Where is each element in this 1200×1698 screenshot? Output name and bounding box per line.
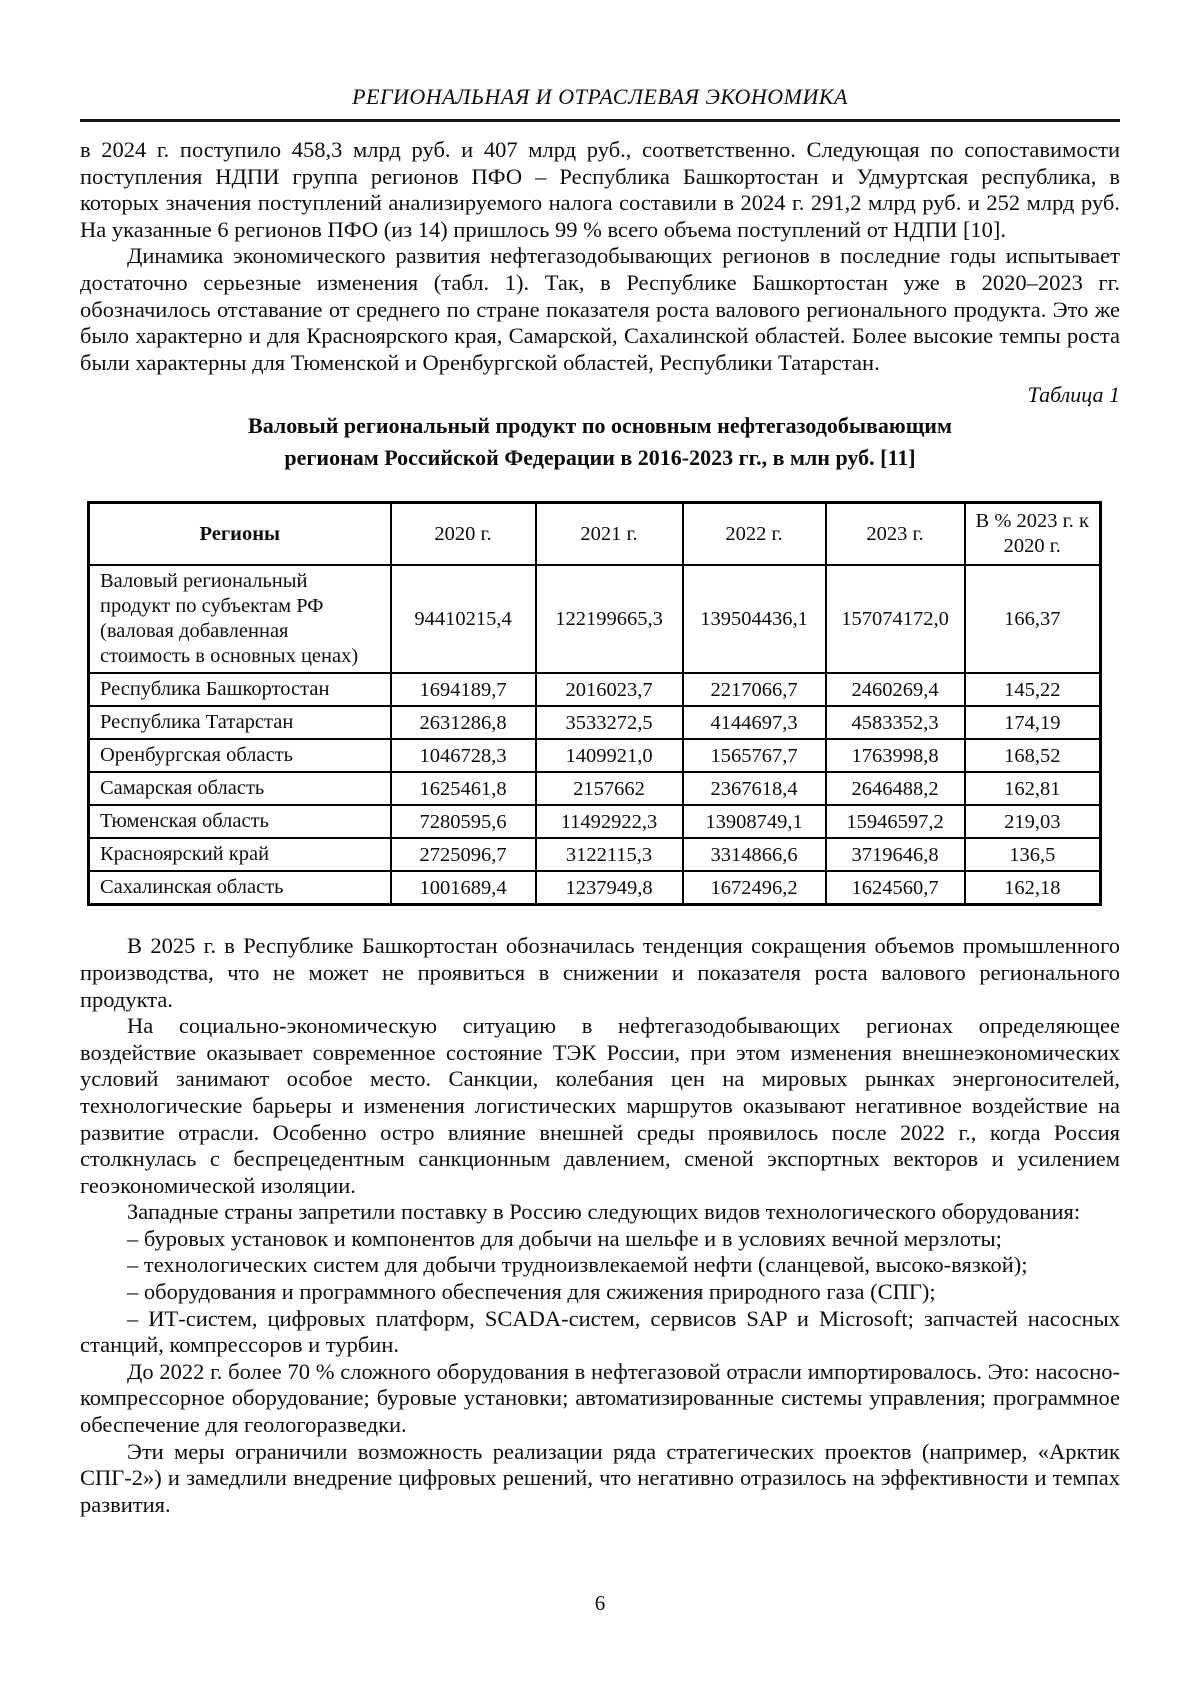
list-item-drilling-rigs: – буровых установок и компонентов для добычи на шельфе и в условиях вечной мерзлоты; [127, 1225, 1002, 1251]
table-header-cell: 2020 г. [391, 503, 536, 566]
grp-table [87, 501, 1102, 906]
list-item-hard-to-recover-oil: – технологических систем для добычи трудноизвлекаемой нефти (сланцевой, высоко-вязкой); [127, 1252, 1028, 1278]
table-header-row [89, 503, 1101, 566]
table-cell-value: 4583352,3 [826, 706, 965, 739]
table-title-line-2: регионам Российской Федерации в 2016-2023 гг., в млн руб. [11] [284, 445, 916, 471]
table-row [89, 772, 1101, 805]
paragraph-2025-trend: В 2025 г. в Республике Башкортостан обозначилась тенденция сокращения объемов промышленного производства, что не может не проявиться в снижении и показателя роста валового регионального продукта. [80, 933, 1120, 1012]
table-row [89, 805, 1101, 838]
table-cell-region: Самарская область [89, 772, 391, 805]
table-cell-value: 136,5 [965, 838, 1101, 871]
table-cell-value: 4144697,3 [683, 706, 826, 739]
table-cell-value: 162,18 [965, 871, 1101, 905]
table-row [89, 565, 1101, 673]
paragraph-import-share: До 2022 г. более 70 % сложного оборудования в нефтегазовой отрасли импортировалось. Это: насосно-компрессорное оборудование; буровые установки; автоматизированные системы управления; программное обеспечение для геологоразведки. [80, 1358, 1120, 1438]
table-header-cell: Регионы [89, 503, 391, 566]
table-cell-value: 7280595,6 [391, 805, 536, 838]
table-cell-value: 157074172,0 [826, 565, 965, 673]
paragraph-grp-dynamics: Динамика экономического развития нефтегазодобывающих регионов в последние годы испытывает достаточно серьезные изменения (табл. 1). Так, в Республике Башкортостан уже в 2020–2023 гг. обозначилось отставание от среднего по стране показателя роста валового регионального продукта. Это же было характерно и для Красноярского края, Самарской, Сахалинской областей. Более высокие темпы роста были характерны для Тюменской и Оренбургской областей, Республики Татарстан. [80, 243, 1120, 375]
table-cell-value: 1694189,7 [391, 673, 536, 706]
table-cell-value: 219,03 [965, 805, 1101, 838]
table-cell-value: 94410215,4 [391, 565, 536, 673]
paragraph-ndpi-revenues: в 2024 г. поступило 458,3 млрд руб. и 407 млрд руб., соответственно. Следующая по сопоставимости поступления НДПИ группа регионов ПФО – Республика Башкортостан и Удмуртская республика, в которых значения поступлений анализируемого налога составили в 2024 г. 291,2 млрд руб. и 252 млрд руб. На указанные 6 регионов ПФО (из 14) пришлось 99 % всего объема поступлений от НДПИ [10]. [80, 137, 1120, 242]
table-cell-value: 3122115,3 [536, 838, 683, 871]
table-cell-value: 145,22 [965, 673, 1101, 706]
table-row [89, 871, 1101, 905]
table-cell-value: 3719646,8 [826, 838, 965, 871]
table-cell-value: 1237949,8 [536, 871, 683, 905]
table-cell-value: 1046728,3 [391, 739, 536, 772]
page-number: 6 [594, 1591, 606, 1615]
table-caption: Таблица 1 [1027, 382, 1120, 408]
table-cell-value: 2157662 [536, 772, 683, 805]
table-row [89, 673, 1101, 706]
table-cell-region: Тюменская область [89, 805, 391, 838]
table-header-cell: 2023 г. [826, 503, 965, 566]
list-item-it-systems: – ИТ-систем, цифровых платформ, SCADA-систем, сервисов SAP и Microsoft; запчастей насосных станций, компрессоров и турбин. [80, 1305, 1120, 1358]
table-cell-value: 1763998,8 [826, 739, 965, 772]
table-cell-value: 139504436,1 [683, 565, 826, 673]
table-cell-value: 166,37 [965, 565, 1101, 673]
header-rule [80, 119, 1120, 122]
table-cell-value: 2725096,7 [391, 838, 536, 871]
table-cell-value: 1625461,8 [391, 772, 536, 805]
table-row [89, 739, 1101, 772]
table-cell-value: 15946597,2 [826, 805, 965, 838]
table-header-cell: 2021 г. [536, 503, 683, 566]
table-cell-region: Сахалинская область [89, 871, 391, 905]
paragraph-tek-situation: На социально-экономическую ситуацию в нефтегазодобывающих регионах определяющее воздействие оказывает современное состояние ТЭК России, при этом изменения внешнеэкономических условий занимают особое место. Санкции, колебания цен на мировых рынках энергоносителей, технологические барьеры и изменения логистических маршрутов оказывают негативное воздействие на развитие отрасли. Особенно остро влияние внешней среды проявилось после 2022 г., когда Россия столкнулась с беспрецедентным санкционным давлением, сменой экспортных векторов и усилением геоэкономической изоляции. [80, 1013, 1120, 1198]
table-cell-value: 1565767,7 [683, 739, 826, 772]
table-cell-value: 2646488,2 [826, 772, 965, 805]
table-cell-value: 162,81 [965, 772, 1101, 805]
table-cell-region: Республика Башкортостан [89, 673, 391, 706]
paragraph-western-ban-intro: Западные страны запретили поставку в Россию следующих видов технологического оборудования: [127, 1199, 1081, 1225]
table-row [89, 838, 1101, 871]
table-cell-region: Оренбургская область [89, 739, 391, 772]
table-cell-value: 168,52 [965, 739, 1101, 772]
table-cell-value: 11492922,3 [536, 805, 683, 838]
running-header: РЕГИОНАЛЬНАЯ И ОТРАСЛЕВАЯ ЭКОНОМИКА [352, 84, 848, 109]
table-cell-value: 2016023,7 [536, 673, 683, 706]
table-cell-value: 174,19 [965, 706, 1101, 739]
table-header-cell: 2022 г. [683, 503, 826, 566]
table-cell-value: 13908749,1 [683, 805, 826, 838]
table-cell-region: Валовый региональный продукт по субъектам РФ (валовая добавленная стоимость в основных ценах) [89, 565, 391, 673]
table-row [89, 706, 1101, 739]
table-cell-value: 1672496,2 [683, 871, 826, 905]
table-cell-value: 122199665,3 [536, 565, 683, 673]
paragraph-strategic-projects: Эти меры ограничили возможность реализации ряда стратегических проектов (например, «Арктик СПГ-2») и замедлили внедрение цифровых решений, что негативно отразилось на эффективности и темпах развития. [80, 1438, 1120, 1517]
table-cell-value: 1624560,7 [826, 871, 965, 905]
table-header-cell: В % 2023 г. к 2020 г. [965, 503, 1101, 566]
list-item-lng-equipment: – оборудования и программного обеспечения для сжижения природного газа (СПГ); [127, 1279, 936, 1305]
table-body [89, 565, 1101, 905]
table-cell-value: 2367618,4 [683, 772, 826, 805]
table-cell-value: 2460269,4 [826, 673, 965, 706]
table-title-line-1: Валовый региональный продукт по основным нефтегазодобывающим [248, 413, 952, 439]
table-cell-value: 2217066,7 [683, 673, 826, 706]
table-cell-value: 2631286,8 [391, 706, 536, 739]
table-cell-region: Красноярский край [89, 838, 391, 871]
table-cell-value: 1409921,0 [536, 739, 683, 772]
table-cell-region: Республика Татарстан [89, 706, 391, 739]
table-cell-value: 3314866,6 [683, 838, 826, 871]
table-cell-value: 3533272,5 [536, 706, 683, 739]
table-cell-value: 1001689,4 [391, 871, 536, 905]
